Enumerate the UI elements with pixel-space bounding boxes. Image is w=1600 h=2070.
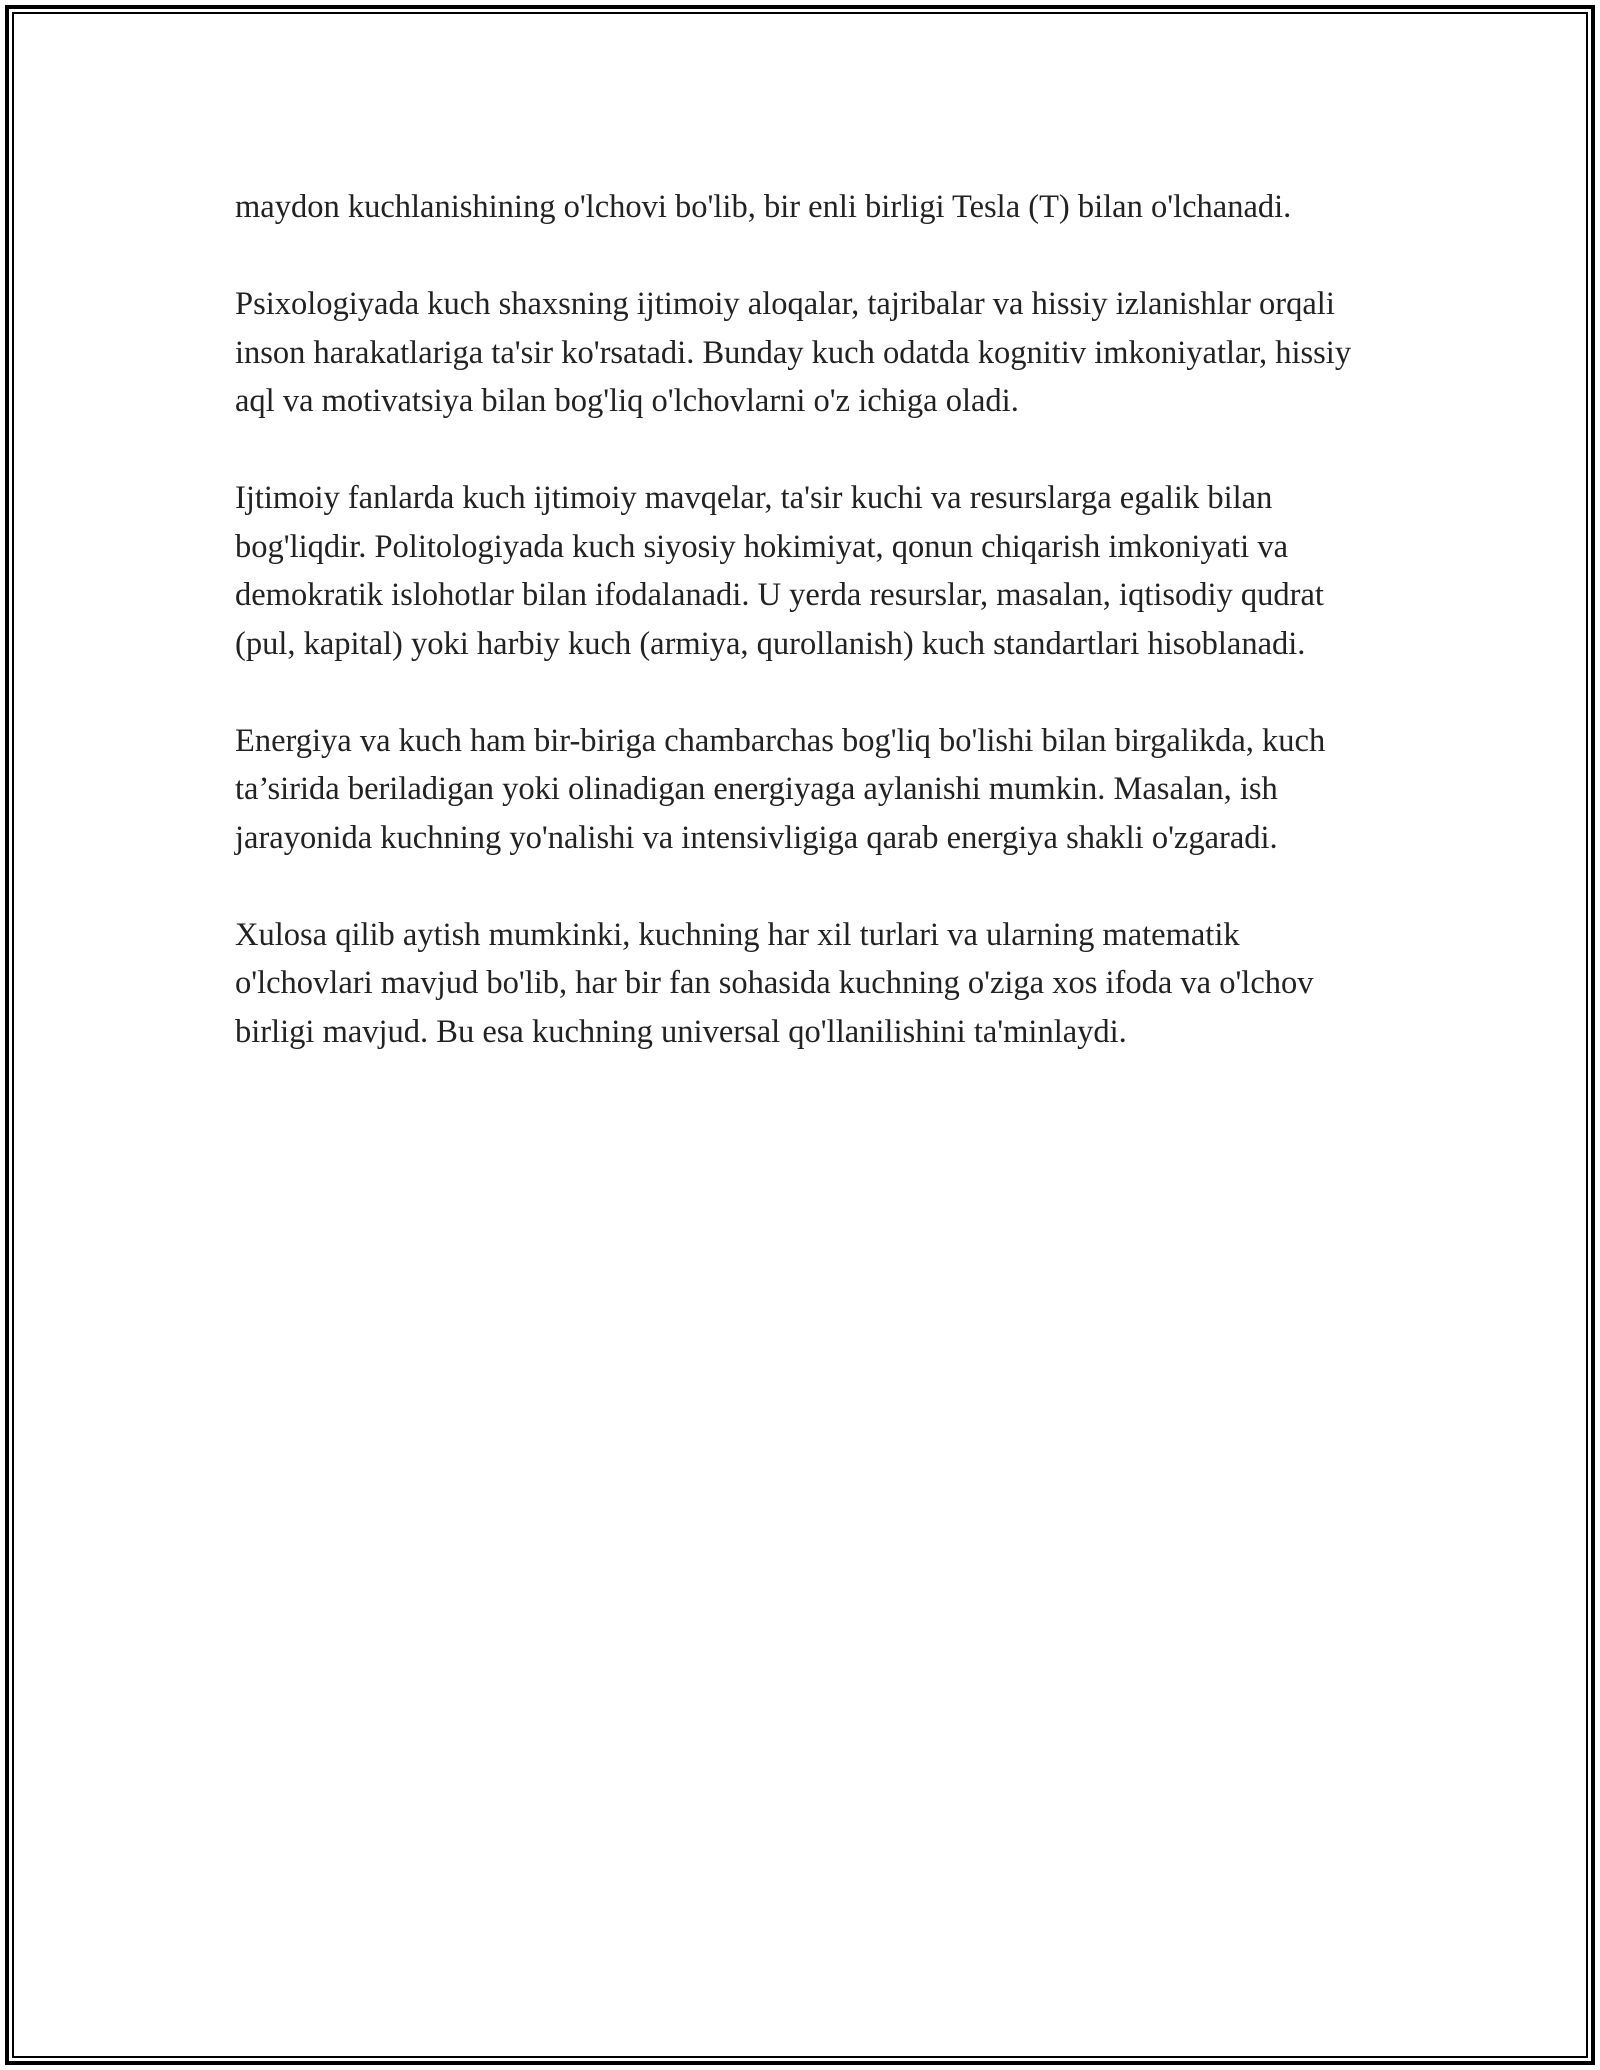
document-body xyxy=(235,183,1375,1056)
paragraph-5: Xulosa qilib aytish mumkinki, kuchning har xil turlari va ularning matematik o'lchovlari mavjud bo'lib, har bir fan sohasida kuchning o'ziga xos ifoda va o'lchov birligi mavjud. Bu esa kuchning universal qo'llanilishini ta'minlaydi. xyxy=(235,916,1314,1050)
paragraph-2: Psixologiyada kuch shaxsning ijtimoiy aloqalar, tajribalar va hissiy izlanishlar orqali inson harakatlariga ta'sir ko'rsatadi. Bunday kuch odatda kognitiv imkoniyatlar, hissiy aql va motivatsiya bilan bog'liq o'lchovlarni o'z ichiga oladi. xyxy=(235,286,1352,419)
paragraph-4: Energiya va kuch ham bir-biriga chambarchas bog'liq bo'lishi bilan birgalikda, kuch ta’sirida beriladigan yoki olinadigan energiyaga aylanishi mumkin. Masalan, ish jarayonida kuchning yo'nalishi va intensivligiga qarab energiya shakli o'zgaradi. xyxy=(235,722,1326,856)
paragraph-3: Ijtimoiy fanlarda kuch ijtimoiy mavqelar, ta'sir kuchi va resurslarga egalik bilan bog'liqdir. Politologiyada kuch siyosiy hokimiyat, qonun chiqarish imkoniyati va demokratik islohotlar bilan ifodalanadi. U yerda resurslar, masalan, iqtisodiy qudrat (pul, kapital) yoki harbiy kuch (armiya, qurollanish) kuch standartlari hisoblanadi. xyxy=(235,480,1324,662)
paragraph-1: maydon kuchlanishining o'lchovi bo'lib, bir enli birligi Tesla (T) bilan o'lchanadi. xyxy=(235,189,1292,225)
